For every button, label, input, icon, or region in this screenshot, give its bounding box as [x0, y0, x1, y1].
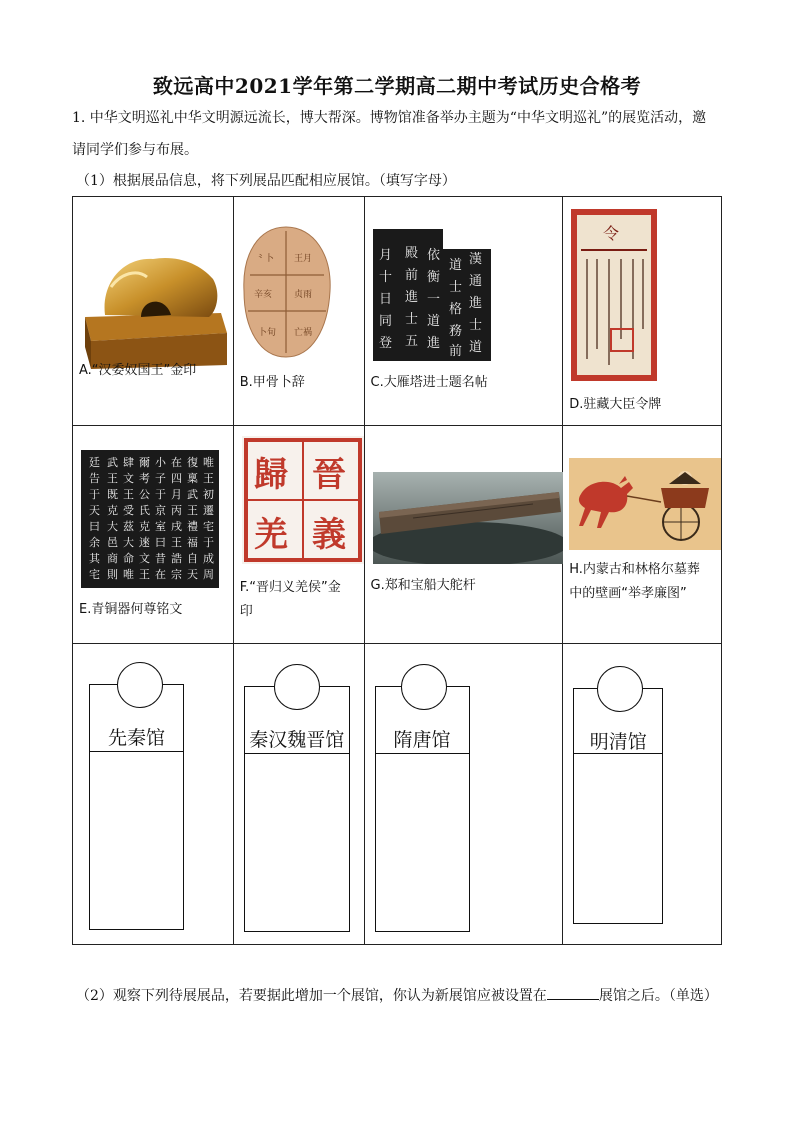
stele-rubbing-image	[373, 229, 491, 361]
svg-text:士: 士	[404, 312, 418, 327]
svg-text:武: 武	[107, 456, 118, 469]
hall-tag-sui-tang[interactable]	[375, 664, 471, 934]
svg-text:戌: 戌	[171, 520, 182, 533]
svg-text:克: 克	[139, 520, 150, 533]
svg-text:告: 告	[89, 472, 100, 485]
svg-text:于: 于	[89, 488, 100, 501]
exhibit-cell-e	[73, 426, 234, 644]
svg-text:月: 月	[378, 248, 392, 263]
svg-text:五: 五	[404, 334, 418, 349]
svg-text:誥: 誥	[171, 552, 182, 565]
svg-text:在: 在	[171, 456, 182, 469]
svg-text:其: 其	[89, 552, 100, 565]
svg-text:⺀卜: ⺀卜	[255, 254, 274, 264]
sub-question-2-text: （2）观察下列待展展品，若要据此增加一个展馆，你认为新展馆应被设置在	[76, 988, 547, 1004]
svg-text:通: 通	[468, 274, 482, 289]
svg-text:道: 道	[468, 340, 482, 355]
bronze-inscription-image	[81, 450, 219, 588]
svg-text:宅: 宅	[203, 520, 214, 533]
svg-text:王: 王	[187, 504, 198, 517]
svg-text:福: 福	[187, 536, 198, 549]
svg-text:王: 王	[139, 568, 150, 581]
svg-text:周: 周	[203, 568, 214, 581]
tag-body	[375, 686, 470, 932]
exhibit-caption-d: D.驻藏大臣令牌	[569, 397, 662, 412]
tag-hole	[597, 666, 643, 712]
svg-text:務: 務	[448, 324, 462, 339]
svg-text:唯: 唯	[203, 456, 214, 469]
svg-text:禮: 禮	[187, 520, 198, 533]
svg-text:克: 克	[107, 504, 118, 517]
svg-text:在: 在	[155, 568, 166, 581]
svg-text:京: 京	[155, 504, 166, 517]
svg-text:肆: 肆	[123, 456, 134, 469]
exhibit-caption-g: G.郑和宝船大舵杆	[370, 578, 476, 593]
hall-tag-qin-han[interactable]	[244, 664, 350, 934]
svg-text:逨: 逨	[139, 536, 150, 549]
svg-text:令: 令	[603, 224, 620, 243]
svg-text:大: 大	[123, 536, 134, 549]
svg-text:格: 格	[448, 302, 462, 317]
tag-body	[573, 688, 663, 924]
svg-text:成: 成	[203, 552, 214, 565]
tag-body	[89, 684, 184, 930]
exhibit-caption-h	[569, 558, 700, 606]
svg-text:衡: 衡	[426, 270, 440, 285]
exhibit-caption-h-line1: H.内蒙古和林格尔墓葬	[569, 562, 700, 577]
svg-text:公: 公	[139, 488, 150, 501]
exhibit-cell-c	[364, 197, 563, 426]
svg-text:邑: 邑	[107, 536, 118, 549]
svg-text:晉: 晉	[311, 455, 346, 495]
exhibit-caption-a: A.“汉委奴国王”金印	[79, 363, 197, 378]
svg-text:一: 一	[426, 292, 440, 307]
sub-question-2	[76, 985, 718, 1006]
exhibit-caption-f-line1: F.“晋归义羌侯”金	[239, 580, 341, 595]
svg-text:登: 登	[378, 336, 392, 351]
svg-text:文: 文	[139, 552, 150, 565]
svg-text:前: 前	[404, 268, 418, 283]
svg-text:遷: 遷	[203, 504, 214, 517]
exhibit-cell-g	[364, 426, 563, 644]
svg-text:廷: 廷	[89, 456, 100, 469]
exhibit-cell-a	[73, 197, 234, 426]
svg-text:室: 室	[155, 520, 166, 533]
svg-text:王: 王	[171, 536, 182, 549]
svg-text:進: 進	[404, 290, 418, 305]
svg-text:小: 小	[155, 456, 166, 469]
hall-cell-sui-tang	[364, 644, 563, 945]
table-row	[73, 644, 722, 945]
tag-divider	[376, 753, 469, 754]
exhibit-cell-d	[563, 197, 722, 426]
svg-text:義: 義	[311, 515, 346, 555]
tag-divider	[90, 751, 183, 752]
svg-text:卜旬: 卜旬	[257, 328, 276, 338]
hall-tag-pre-qin[interactable]	[89, 662, 185, 932]
table-row	[73, 426, 722, 644]
svg-text:王月: 王月	[293, 254, 312, 264]
decree-plaque-image	[571, 209, 657, 381]
svg-text:受: 受	[123, 504, 134, 517]
svg-text:自: 自	[187, 552, 198, 565]
gold-seal-image	[81, 237, 231, 369]
exhibit-caption-c: C.大雁塔进士题名帖	[370, 375, 488, 390]
exhibit-caption-f-line2: 印	[239, 604, 253, 619]
svg-text:子: 子	[155, 472, 166, 485]
svg-text:昔: 昔	[155, 552, 166, 565]
hall-cell-qin-han	[233, 644, 364, 945]
seal-impression-image	[242, 436, 364, 564]
exhibit-cell-b	[233, 197, 364, 426]
svg-text:士: 士	[448, 280, 462, 295]
svg-text:王: 王	[107, 472, 118, 485]
tag-body	[244, 686, 350, 932]
tag-divider	[245, 753, 349, 754]
hall-cell-ming-qing	[563, 644, 722, 945]
exhibit-caption-h-line2: 中的壁画“举孝廉图”	[569, 586, 687, 601]
svg-text:前: 前	[448, 344, 462, 359]
rudder-post-image	[373, 472, 563, 564]
exhibit-caption-f	[240, 576, 341, 624]
svg-text:既: 既	[107, 488, 118, 501]
svg-text:王: 王	[203, 472, 214, 485]
svg-text:唯: 唯	[123, 568, 134, 581]
svg-text:爾: 爾	[139, 456, 150, 469]
svg-text:殿: 殿	[404, 246, 418, 261]
question-1-stem-cont: 请同学们参与布展。	[72, 142, 198, 158]
tag-hole	[274, 664, 320, 710]
svg-text:初: 初	[203, 488, 214, 501]
svg-text:羌: 羌	[253, 515, 288, 555]
question-1-stem: 1. 中华文明巡礼中华文明源远流长，博大帮深。博物馆准备举办主题为“中华文明巡礼”的展览活动，邀	[72, 110, 707, 126]
svg-text:于: 于	[203, 536, 214, 549]
svg-text:天: 天	[187, 568, 198, 581]
hall-label: 先秦馆	[107, 727, 165, 749]
svg-text:歸: 歸	[253, 455, 288, 495]
tag-hole	[117, 662, 163, 708]
svg-text:亡祸: 亡祸	[293, 328, 312, 338]
exhibit-caption-e: E.青铜器何尊铭文	[79, 602, 183, 617]
table-row	[73, 197, 722, 426]
hall-label: 明清馆	[589, 731, 647, 753]
svg-text:辛亥: 辛亥	[253, 290, 272, 300]
svg-text:曰: 曰	[155, 536, 166, 549]
svg-text:四: 四	[171, 472, 182, 485]
svg-text:漢: 漢	[468, 252, 482, 267]
hall-tag-ming-qing[interactable]	[573, 666, 665, 928]
svg-text:曰: 曰	[89, 520, 100, 533]
svg-text:進: 進	[426, 336, 440, 351]
svg-text:依: 依	[426, 248, 440, 263]
exhibit-caption-b: B.甲骨卜辞	[239, 375, 305, 390]
svg-text:月: 月	[171, 488, 182, 501]
svg-text:王: 王	[123, 488, 134, 501]
svg-text:贞雨: 贞雨	[293, 290, 312, 300]
hall-cell-pre-qin	[73, 644, 234, 945]
svg-text:宗: 宗	[171, 568, 182, 581]
svg-text:宅: 宅	[89, 568, 100, 581]
svg-text:進: 進	[468, 296, 482, 311]
hall-label: 秦汉魏晋馆	[249, 729, 345, 751]
svg-text:茲: 茲	[123, 520, 134, 533]
svg-text:天: 天	[89, 504, 100, 517]
exhibit-cell-f	[233, 426, 364, 644]
svg-text:余: 余	[89, 536, 100, 549]
svg-text:稟: 稟	[187, 472, 198, 485]
svg-text:丙: 丙	[171, 504, 182, 517]
oracle-bone-image	[240, 225, 332, 359]
svg-text:命: 命	[123, 552, 134, 565]
exhibit-table	[72, 196, 722, 945]
svg-text:武: 武	[187, 488, 198, 501]
tomb-mural-image	[569, 458, 721, 550]
svg-text:同: 同	[378, 314, 392, 329]
svg-text:日: 日	[378, 292, 392, 307]
svg-text:復: 復	[187, 456, 198, 469]
svg-text:大: 大	[107, 520, 118, 533]
tag-hole	[401, 664, 447, 710]
svg-text:士: 士	[468, 318, 482, 333]
hall-label: 隋唐馆	[393, 729, 451, 751]
svg-text:文: 文	[123, 472, 134, 485]
sub-question-2-text-end: 展馆之后。（单选）	[598, 988, 718, 1004]
page-title: 致远高中2021学年第二学期高二期中考试历史合格考	[152, 74, 642, 98]
sub-question-1: （1）根据展品信息，将下列展品匹配相应展馆。（填写字母）	[76, 173, 456, 189]
exhibit-cell-h	[563, 426, 722, 644]
svg-text:商: 商	[107, 552, 118, 565]
answer-blank[interactable]	[547, 985, 599, 1000]
svg-text:道: 道	[426, 314, 440, 329]
svg-text:則: 則	[107, 568, 118, 581]
svg-text:十: 十	[378, 270, 392, 285]
svg-text:氏: 氏	[139, 504, 150, 517]
svg-text:于: 于	[155, 488, 166, 501]
svg-text:道: 道	[448, 258, 462, 273]
svg-text:考: 考	[139, 472, 150, 485]
tag-divider	[574, 753, 662, 754]
